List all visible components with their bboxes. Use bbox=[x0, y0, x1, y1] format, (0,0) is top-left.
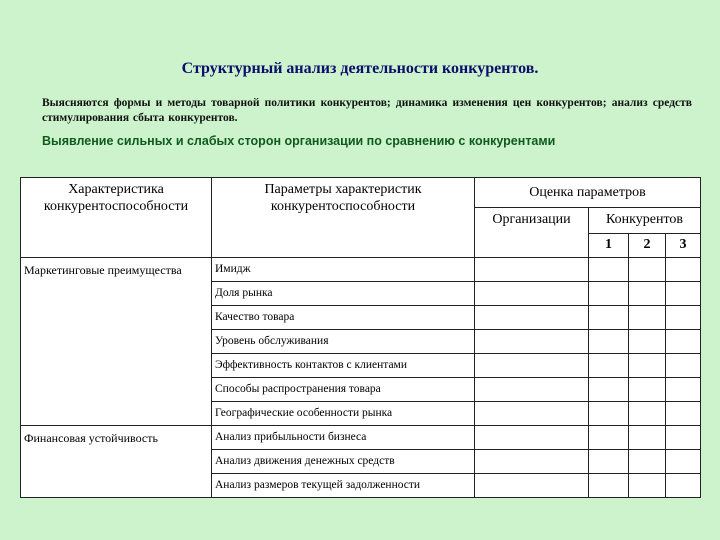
competitor-score-cell[interactable] bbox=[629, 402, 666, 426]
category-cell: Финансовая устойчивость bbox=[21, 426, 212, 498]
organization-score-cell[interactable] bbox=[475, 330, 589, 354]
parameter-cell: Анализ размеров текущей задолженности bbox=[212, 474, 475, 498]
header-parameters: Параметры характеристик конкурентоспособности bbox=[212, 178, 475, 258]
competitor-score-cell[interactable] bbox=[666, 354, 701, 378]
competitor-score-cell[interactable] bbox=[589, 450, 629, 474]
competitor-score-cell[interactable] bbox=[589, 378, 629, 402]
competitor-score-cell[interactable] bbox=[589, 282, 629, 306]
competitor-score-cell[interactable] bbox=[589, 402, 629, 426]
organization-score-cell[interactable] bbox=[475, 306, 589, 330]
category-cell: Маркетинговые преимущества bbox=[21, 258, 212, 426]
competitor-score-cell[interactable] bbox=[589, 354, 629, 378]
organization-score-cell[interactable] bbox=[475, 402, 589, 426]
competitor-score-cell[interactable] bbox=[589, 258, 629, 282]
competitor-score-cell[interactable] bbox=[629, 474, 666, 498]
page-title: Структурный анализ деятельности конкурентов. bbox=[181, 60, 539, 77]
competitor-score-cell[interactable] bbox=[629, 282, 666, 306]
competitor-score-cell[interactable] bbox=[629, 378, 666, 402]
competitor-number: 1 bbox=[589, 234, 629, 258]
header-evaluation: Оценка параметров bbox=[475, 178, 701, 208]
parameter-cell: Анализ прибыльности бизнеса bbox=[212, 426, 475, 450]
organization-score-cell[interactable] bbox=[475, 426, 589, 450]
competitor-score-cell[interactable] bbox=[629, 330, 666, 354]
competitor-score-cell[interactable] bbox=[589, 306, 629, 330]
organization-score-cell[interactable] bbox=[475, 378, 589, 402]
competitor-analysis-table bbox=[20, 177, 701, 498]
competitor-number: 3 bbox=[666, 234, 701, 258]
competitor-score-cell[interactable] bbox=[666, 258, 701, 282]
header-competitors: Конкурентов bbox=[589, 208, 701, 234]
competitor-score-cell[interactable] bbox=[666, 378, 701, 402]
header-characteristic: Характеристика конкурентоспособности bbox=[21, 178, 212, 258]
parameter-cell: Доля рынка bbox=[212, 282, 475, 306]
parameter-cell: Эффективность контактов с клиентами bbox=[212, 354, 475, 378]
competitor-score-cell[interactable] bbox=[629, 258, 666, 282]
organization-score-cell[interactable] bbox=[475, 354, 589, 378]
organization-score-cell[interactable] bbox=[475, 258, 589, 282]
competitor-number: 2 bbox=[629, 234, 666, 258]
competitor-score-cell[interactable] bbox=[589, 474, 629, 498]
organization-score-cell[interactable] bbox=[475, 474, 589, 498]
parameter-cell: Анализ движения денежных средств bbox=[212, 450, 475, 474]
header-organization: Организации bbox=[475, 208, 589, 258]
parameter-cell: Уровень обслуживания bbox=[212, 330, 475, 354]
organization-score-cell[interactable] bbox=[475, 282, 589, 306]
parameter-cell: Географические особенности рынка bbox=[212, 402, 475, 426]
competitor-score-cell[interactable] bbox=[666, 282, 701, 306]
organization-score-cell[interactable] bbox=[475, 450, 589, 474]
competitor-score-cell[interactable] bbox=[666, 330, 701, 354]
competitor-score-cell[interactable] bbox=[666, 306, 701, 330]
parameter-cell: Качество товара bbox=[212, 306, 475, 330]
section-subheading: Выявление сильных и слабых сторон организации по сравнению с конкурентами bbox=[42, 134, 556, 148]
competitor-score-cell[interactable] bbox=[629, 354, 666, 378]
competitor-score-cell[interactable] bbox=[629, 306, 666, 330]
competitor-score-cell[interactable] bbox=[666, 426, 701, 450]
competitor-score-cell[interactable] bbox=[666, 474, 701, 498]
competitor-score-cell[interactable] bbox=[629, 426, 666, 450]
competitor-score-cell[interactable] bbox=[666, 450, 701, 474]
competitor-score-cell[interactable] bbox=[629, 450, 666, 474]
competitor-score-cell[interactable] bbox=[589, 426, 629, 450]
table-row bbox=[21, 426, 701, 450]
competitor-score-cell[interactable] bbox=[666, 402, 701, 426]
parameter-cell: Способы распространения товара bbox=[212, 378, 475, 402]
intro-paragraph: Выясняются формы и методы товарной политики конкурентов; динамика изменения цен конкурентов; анализ средств стимулирования сбыта конкурентов. bbox=[42, 97, 692, 124]
table-row bbox=[21, 258, 701, 282]
competitor-score-cell[interactable] bbox=[589, 330, 629, 354]
parameter-cell: Имидж bbox=[212, 258, 475, 282]
